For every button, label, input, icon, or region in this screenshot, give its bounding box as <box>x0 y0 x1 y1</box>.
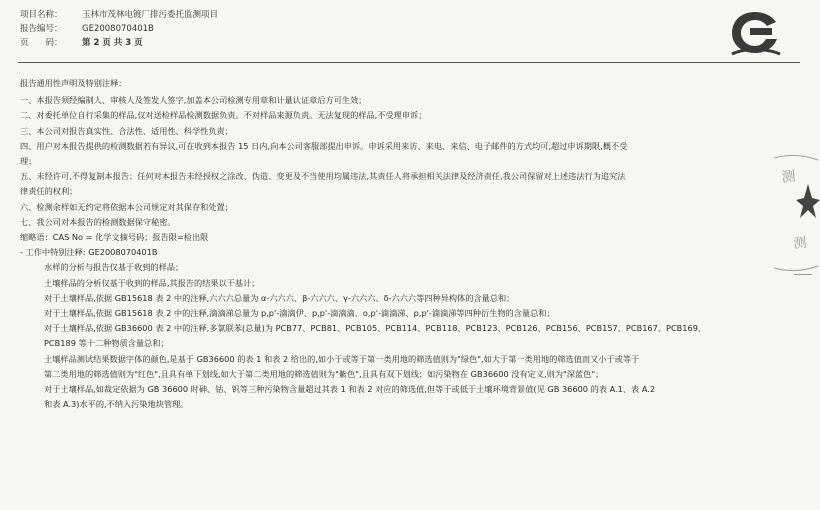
report-header <box>20 8 218 50</box>
statement-item: 六、检测余样如无约定将依据本公司规定对其保存和处置； <box>20 201 233 212</box>
report-number-row <box>20 22 218 36</box>
report-body <box>20 76 780 412</box>
statement-item: 五、未经许可,不得复制本报告；任何对本报告未经授权之涂改、伪造、变更及不当使用均属违法,其责任人将承担相关法律及经济责任,我公司保留对上述违法行为追究法 <box>20 171 626 182</box>
special-note-continued: 第二类用地的筛选值则为"红色",且具有单下划线,如大于第二类用地的筛选值则为"紫色",且具有双下划线；如污染物在 GB36600 没有定义,则为"深蓝色"； <box>44 368 604 379</box>
page-number-row <box>20 36 218 50</box>
company-logo-icon <box>728 8 782 58</box>
statement-item-continued: 律责任的权利； <box>20 186 78 197</box>
svg-text:测: 测 <box>780 168 797 186</box>
statement-item: 一、本报告须经编制人、审核人及签发人签字,加盖本公司检测专用章和计量认证章后方可生效； <box>20 95 367 106</box>
special-note: 土壤样品测试结果数据字体的颜色,是基于 GB36600 的表 1 和表 2 给出的,如小于或等于第一类用地的筛选值则为"绿色",如大于第一类用地的筛选值而又小于或等于 <box>44 353 640 364</box>
special-note: 对于土壤样品,依据 GB15618 表 2 中的注释,滴滴涕总量为 p,p'-滴滴伊、p,p'-滴滴滴、o,p'-滴滴涕、p,p'-滴滴涕等四种衍生物的含量总和； <box>44 308 555 319</box>
statement-item: 二、对委托单位自行采集的样品,仅对送检样品检测数据负责。不对样品来源负责。无法复现的样品,不受理申诉； <box>20 110 427 121</box>
statement-item: 四、用户对本报告提供的检测数据若有异议,可在收到本报告 15 日内,向本公司客服部提出申诉。申诉采用来访、来电、来信、电子邮件的方式均可,超过申诉期限,概不受 <box>20 140 628 151</box>
abbreviations-note: 缩略语：CAS No = 化学文摘号码；报告限=检出限 <box>20 232 209 243</box>
page-number-label: 页 码： <box>20 38 63 48</box>
special-note: 土壤样品的分析仅基于收到的样品,其报告的结果以干基计； <box>44 277 260 288</box>
special-notes-heading: - 工作中特别注释: GE2008070401B <box>20 247 158 258</box>
special-note: 对于土壤样品,如裁定依据为 GB 36600 时砷、钴、钒等三种污染物含量超过其表 1 和表 2 对应的筛选值,但等于或低于土壤环境背景值(见 GB 36600 的表 A.1、表 A.2 <box>44 384 656 395</box>
stamp-edge-line <box>794 274 812 275</box>
special-note: 水样的分析与报告仅基于收到的样品； <box>44 262 184 273</box>
special-note: 对于土壤样品,依据 GB36600 表 2 中的注释,多氯联苯(总量)为 PCB77、PCB81、PCB105、PCB114、PCB118、PCB123、PCB126、PCB156、PCB157、PCB167、PCB169、 <box>44 323 707 334</box>
header-divider <box>18 62 800 63</box>
statement-item: 七、我公司对本报告的检测数据保守秘密。 <box>20 216 176 227</box>
statement-item: 三、本公司对报告真实性、合法性、适用性、科学性负责； <box>20 125 233 136</box>
special-note-continued: 和表 A.3)水平的,不纳入污染地块管理。 <box>44 399 189 410</box>
project-name-row <box>20 8 218 22</box>
project-name-value: 玉林市茂林电镀厂排污委托监测项目 <box>82 10 219 20</box>
statement-item-continued: 理； <box>20 156 37 167</box>
special-note: 对于土壤样品,依据 GB15618 表 2 中的注释,六六六总量为 α-六六六、β-六六六、γ-六六六、δ-六六六等四种异构体的含量总和； <box>44 292 515 303</box>
special-note-continued: PCB189 等十二种物质含量总和； <box>44 338 169 349</box>
report-number-value: GE2008070401B <box>82 24 154 34</box>
report-number-label: 报告编号： <box>20 24 63 34</box>
statement-heading: 报告通用性声明及特别注释： <box>20 78 127 88</box>
page-number-value: 第 2 页 共 3 页 <box>82 38 143 48</box>
svg-text:测: 测 <box>792 235 808 252</box>
project-name-label: 项目名称： <box>20 10 63 20</box>
